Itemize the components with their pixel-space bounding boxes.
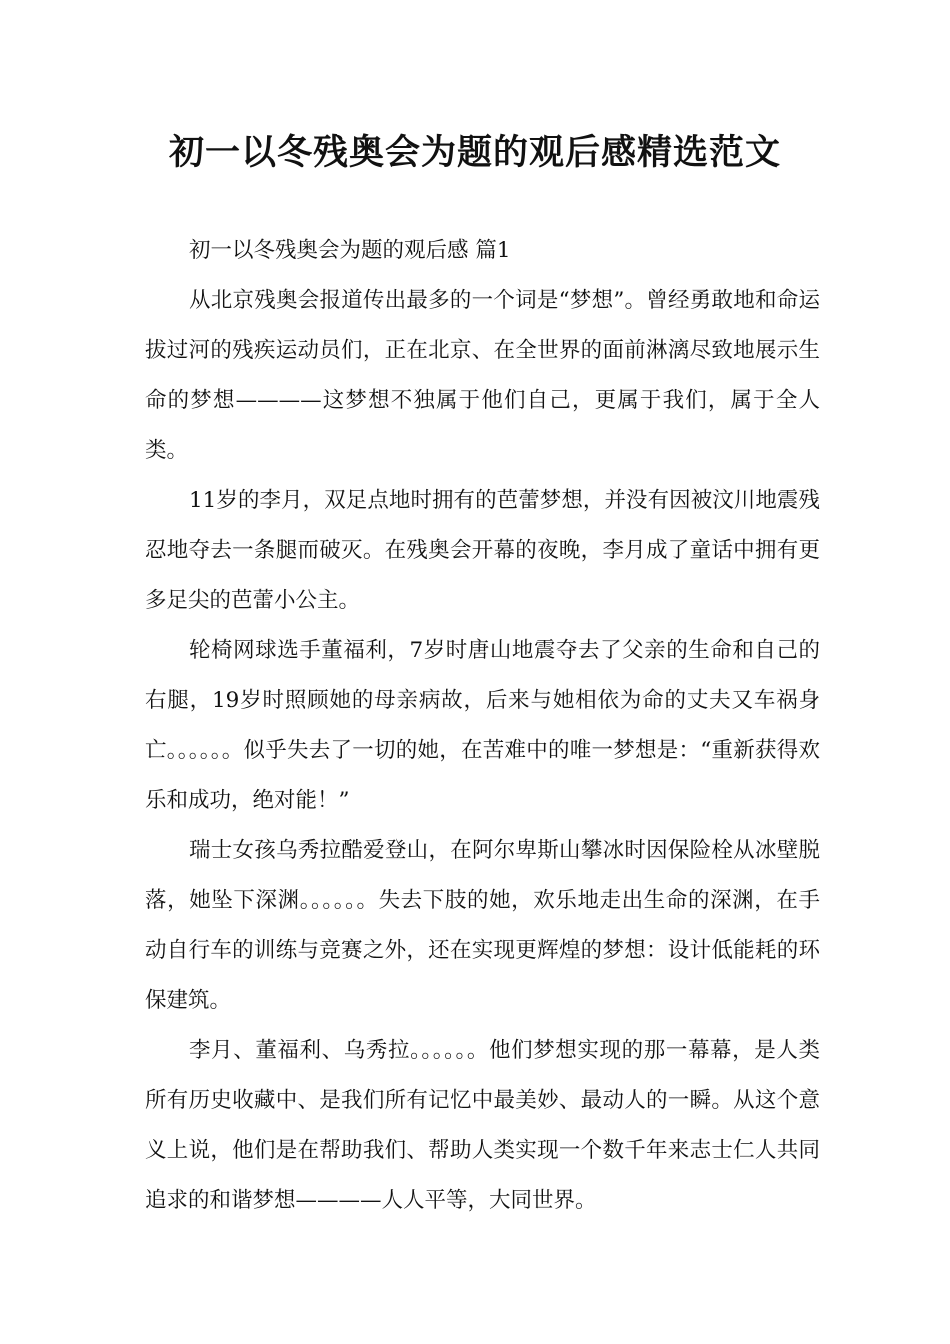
document-body: [145, 226, 820, 1226]
paragraph-2: 11岁的李月，双足点地时拥有的芭蕾梦想，并没有因被汶川地震残忍地夺去一条腿而破灭。在残奥会开幕的夜晚，李月成了童话中拥有更多足尖的芭蕾小公主。: [145, 488, 820, 613]
section-heading: 初一以冬残奥会为题的观后感 篇1: [189, 238, 511, 263]
paragraph-5: 李月、董福利、乌秀拉。。。。。。他们梦想实现的那一幕幕，是人类所有历史收藏中、是我们所有记忆中最美妙、最动人的一瞬。从这个意义上说，他们是在帮助我们、帮助人类实现一个数千年来志士仁人共同追求的和谐梦想————人人平等，大同世界。: [145, 1038, 820, 1213]
document-title: 初一以冬残奥会为题的观后感精选范文: [168, 133, 781, 173]
paragraph-4: 瑞士女孩乌秀拉酷爱登山，在阿尔卑斯山攀冰时因保险栓从冰壁脱落，她坠下深渊。。。。。。失去下肢的她，欢乐地走出生命的深渊，在手动自行车的训练与竞赛之外，还在实现更辉煌的梦想：设计低能耗的环保建筑。: [145, 838, 820, 1013]
paragraph-1: 从北京残奥会报道传出最多的一个词是“梦想”。曾经勇敢地和命运拔过河的残疾运动员们，正在北京、在全世界的面前淋漓尽致地展示生命的梦想————这梦想不独属于他们自己，更属于我们，属于全人类。: [145, 288, 820, 463]
paragraph-3: 轮椅网球选手董福利，7岁时唐山地震夺去了父亲的生命和自己的右腿，19岁时照顾她的母亲病故，后来与她相依为命的丈夫又车祸身亡。。。。。。似乎失去了一切的她，在苦难中的唯一梦想是：“重新获得欢乐和成功，绝对能！”: [145, 638, 820, 813]
